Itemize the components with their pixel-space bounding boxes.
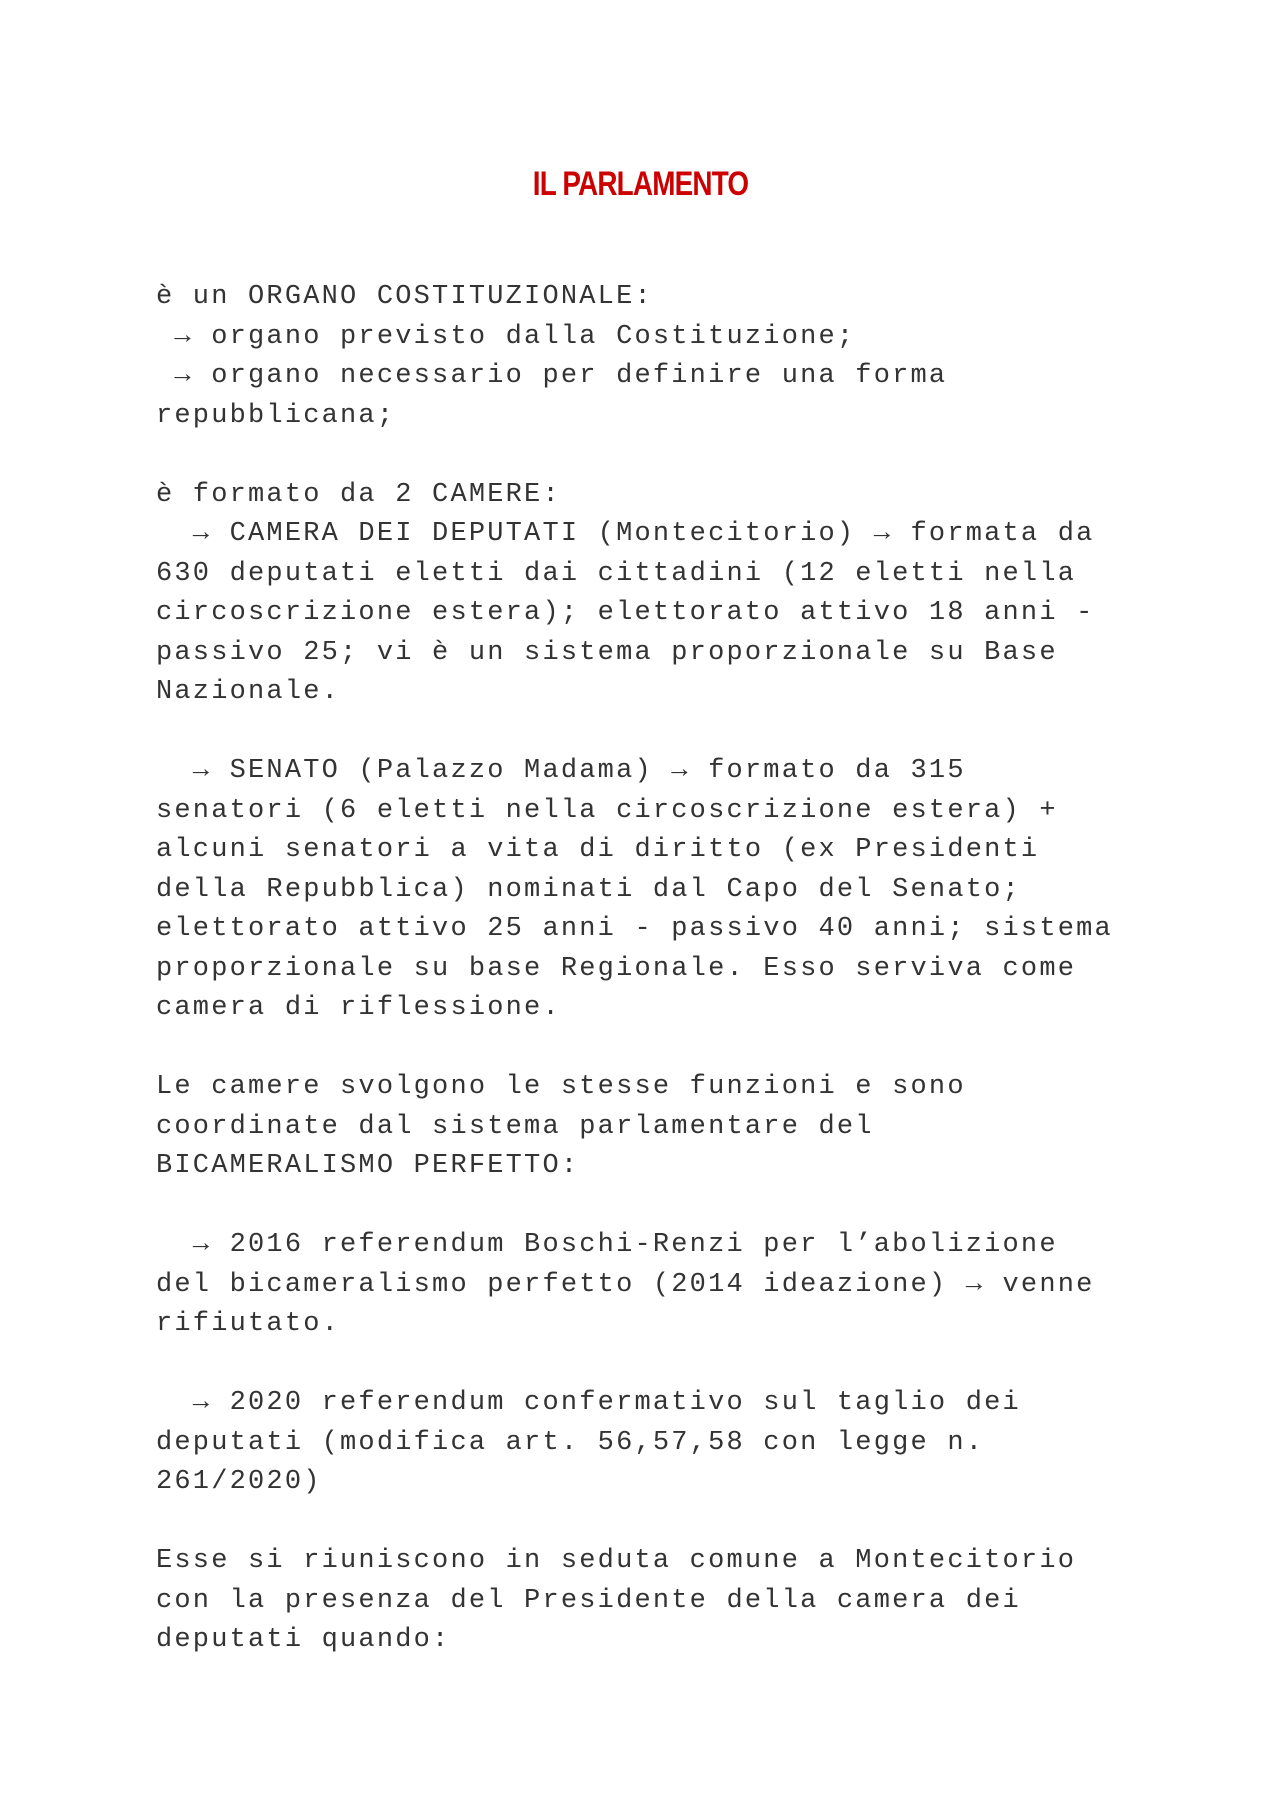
text-line: del bicameralismo perfetto (2014 ideazione) → venne: [156, 1269, 1095, 1300]
text-line: 630 deputati eletti dai cittadini (12 eletti nella: [156, 558, 1077, 589]
blank-line: [156, 1029, 1156, 1069]
text-line: senatori (6 eletti nella circoscrizione estera) +: [156, 795, 1058, 826]
text-line: rifiutato.: [156, 1309, 341, 1339]
blank-line: [156, 1503, 1156, 1543]
text-line: della Repubblica) nominati dal Capo del Senato;: [156, 874, 1021, 905]
blank-line: [156, 713, 1156, 753]
text-line: → organo previsto dalla Costituzione;: [156, 321, 856, 352]
text-line: Nazionale.: [156, 677, 341, 707]
text-line: camera di riflessione.: [156, 993, 561, 1023]
text-line: → organo necessario per definire una forma: [156, 361, 948, 391]
document-body: [156, 278, 1156, 1661]
text-line: circoscrizione estera); elettorato attivo 18 anni -: [156, 598, 1095, 628]
page-title: IL PARLAMENTO: [532, 165, 749, 203]
text-line: coordinate dal sistema parlamentare del: [156, 1111, 874, 1142]
blank-line: [156, 1345, 1156, 1385]
text-line: deputati quando:: [156, 1625, 451, 1655]
text-line: passivo 25; vi è un sistema proporzionale su Base: [156, 637, 1058, 668]
blank-line: [156, 436, 1156, 476]
text-line: → 2016 referendum Boschi-Renzi per l’abolizione: [156, 1230, 1058, 1260]
text-line: → SENATO (Palazzo Madama) → formato da 315: [156, 756, 966, 786]
text-line: proporzionale su base Regionale. Esso serviva come: [156, 953, 1077, 984]
text-line: 261/2020): [156, 1467, 322, 1497]
text-line: alcuni senatori a vita di diritto (ex Presidenti: [156, 835, 1040, 865]
text-line: repubblicana;: [156, 400, 396, 431]
text-line: Le camere svolgono le stesse funzioni e sono: [156, 1072, 966, 1102]
blank-line: [156, 1187, 1156, 1227]
text-line: → CAMERA DEI DEPUTATI (Montecitorio) → formata da: [156, 519, 1095, 549]
text-line: con la presenza del Presidente della camera dei: [156, 1585, 1021, 1616]
text-line: BICAMERALISMO PERFETTO:: [156, 1151, 580, 1181]
text-line: Esse si riuniscono in seduta comune a Montecitorio: [156, 1546, 1077, 1576]
text-line: deputati (modifica art. 56,57,58 con legge n.: [156, 1427, 985, 1458]
text-line: è formato da 2 CAMERE:: [156, 479, 561, 510]
text-line: elettorato attivo 25 anni - passivo 40 anni; sistema: [156, 914, 1113, 944]
text-line: è un ORGANO COSTITUZIONALE:: [156, 282, 653, 312]
text-line: → 2020 referendum confermativo sul taglio dei: [156, 1388, 1021, 1418]
